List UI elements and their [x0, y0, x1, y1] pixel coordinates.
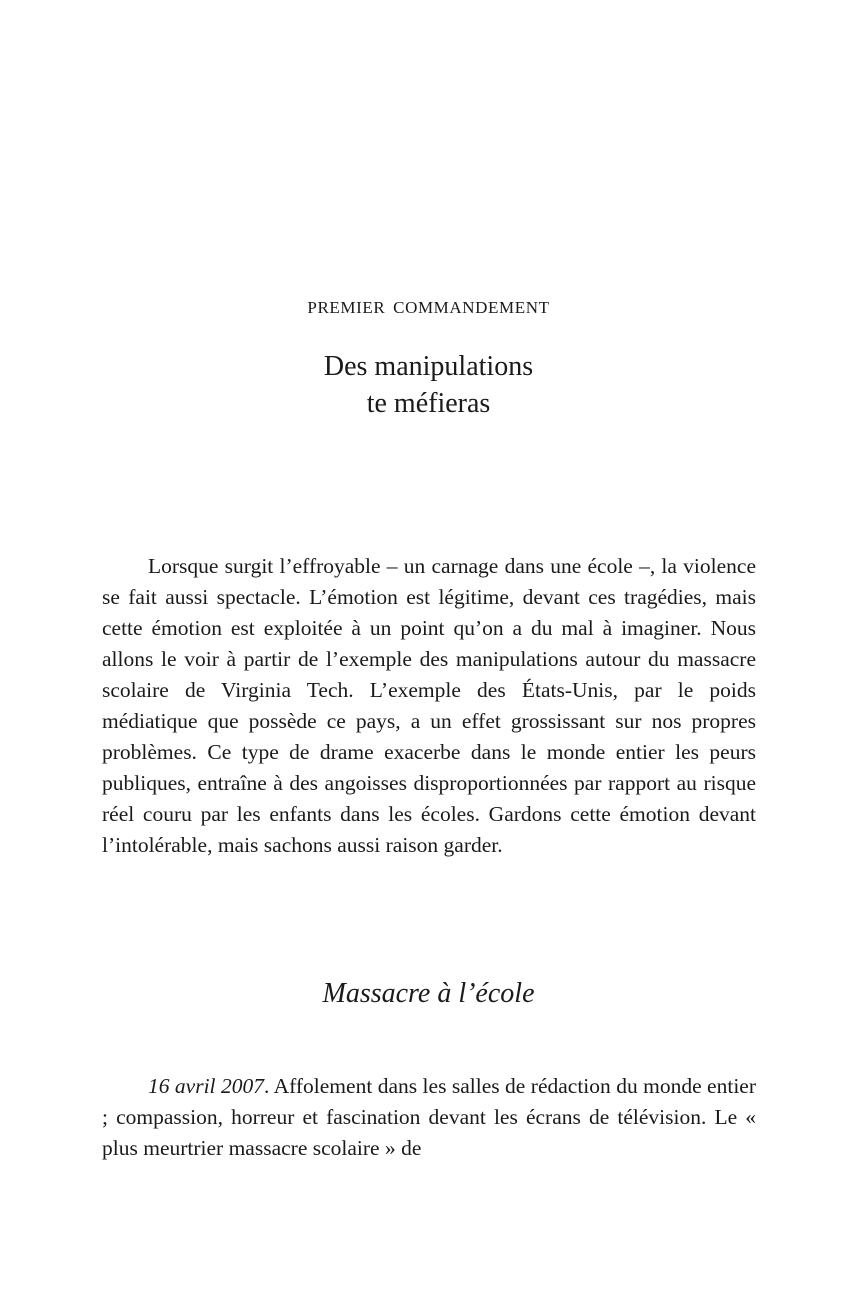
intro-paragraph: Lorsque surgit l’effroyable – un carnage dans une école –, la violence se fait aussi spectacle. L’émotion est légitime, devant ces tragédies, mais cette émotion est exploitée à un point qu’on a du mal à imaginer. Nous allons le voir à partir de l’exemple des manipulations autour du massacre scolaire de Virginia Tech. L’exemple des États-Unis, par le poids médiatique que possède ce pays, a un effet grossissant sur nos propres problèmes. Ce type de drame exacerbe dans le monde entier les peurs publiques, entraîne à des angoisses disproportionnées par rapport au risque réel couru par les enfants dans les écoles. Gardons cette émotion devant l’intolérable, mais sachons aussi raison garder.	[102, 554, 756, 857]
section-paragraph	[102, 1071, 756, 1164]
section-date: 16 avril 2007	[148, 1074, 264, 1098]
chapter-label: PREMIER COMMANDEMENT	[307, 298, 550, 317]
section-heading: Massacre à l’école	[322, 978, 535, 1009]
chapter-title-line-2: te méfieras	[366, 388, 491, 419]
chapter-title	[0, 348, 857, 422]
section-paragraph-text: . Affolement dans les salles de rédaction du monde entier ; compassion, horreur et fascination devant les écrans de télévision. Le « plus meurtrier massacre scolaire » de	[102, 1074, 757, 1160]
chapter-title-line-1: Des manipulations	[323, 351, 534, 382]
